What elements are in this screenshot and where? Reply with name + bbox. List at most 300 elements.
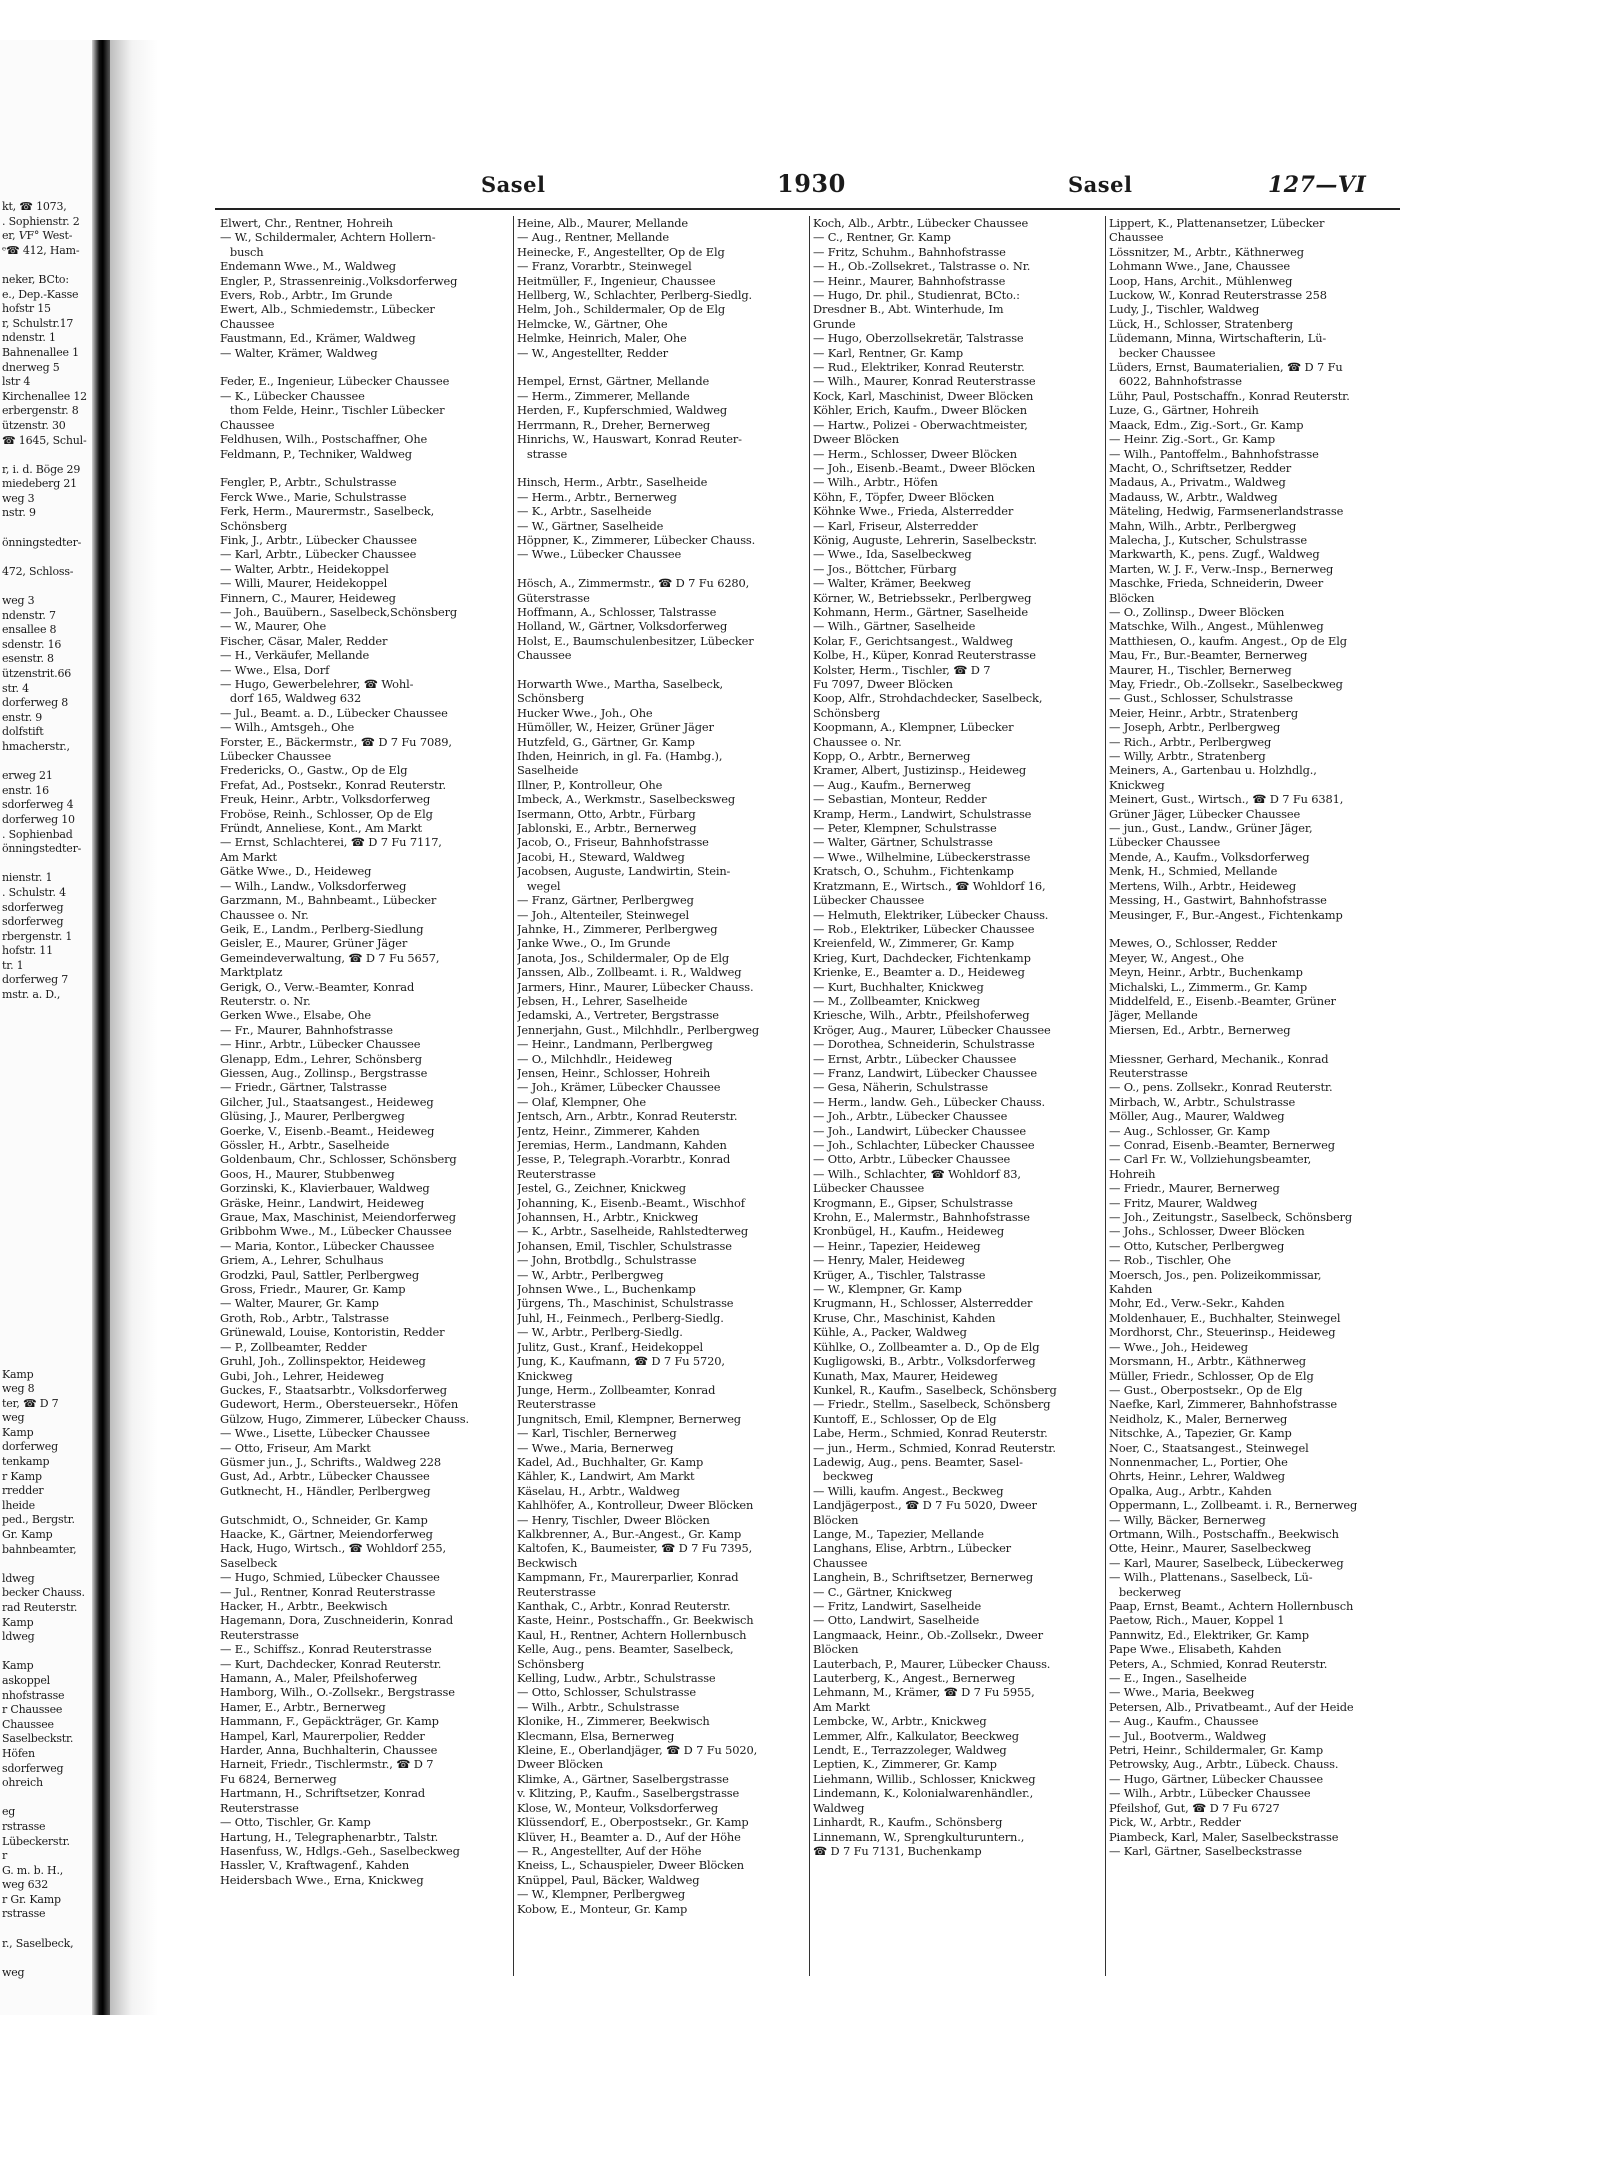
directory-entry-line: Neidholz, K., Maler, Bernerweg [1109, 1411, 1288, 1426]
directory-entry-line: Guckes, F., Staatsarbtr., Volksdorferweg [220, 1382, 447, 1397]
facing-page-line: dorferweg [2, 1440, 58, 1454]
header-rule [215, 208, 1400, 210]
directory-entry-line: Kratzmann, E., Wirtsch., ☎ Wohldorf 16, [813, 878, 1046, 893]
facing-page-line: weg 3 [2, 491, 35, 505]
directory-entry-line: — W., Maurer, Ohe [220, 619, 327, 634]
directory-entry-line: Schönsberg [517, 1656, 585, 1671]
directory-entry-line: Jensen, Heinr., Schlosser, Hohreih [517, 1065, 711, 1080]
directory-entry-line: — Willy, Arbtr., Stratenberg [1109, 749, 1266, 764]
directory-entry-line: Hagemann, Dora, Zuschneiderin, Konrad [220, 1613, 453, 1628]
directory-entry-line: Reuterstrasse [220, 1627, 299, 1642]
directory-entry-line [220, 1498, 510, 1512]
directory-entry-line: Luze, G., Gärtner, Hohreih [1109, 403, 1259, 418]
directory-entry-line: — Fritz, Schuhm., Bahnhofstrasse [813, 244, 1006, 259]
directory-entry-line: Macht, O., Schriftsetzer, Redder [1109, 460, 1292, 475]
directory-entry-line: Kramp, Herm., Landwirt, Schulstrasse [813, 806, 1032, 821]
facing-page-line: ützenstr. 30 [2, 418, 66, 432]
facing-page-line: önningstedter- [2, 535, 82, 549]
directory-entry-line: Maurer, H., Tischler, Bernerweg [1109, 662, 1292, 677]
directory-entry-line: Käselau, H., Arbtr., Waldweg [517, 1483, 680, 1498]
directory-entry-line: — Karl, Arbtr., Lübecker Chaussee [220, 547, 417, 562]
directory-entry-line: Dweer Blöcken [517, 1757, 603, 1772]
directory-entry-line [1109, 1037, 1399, 1051]
directory-entry-line: — Joh., Eisenb.-Beamt., Dweer Blöcken [813, 460, 1036, 475]
directory-entry-line: — Johs., Schlosser, Dweer Blöcken [1109, 1224, 1305, 1239]
directory-entry-line: Kratsch, O., Schuhm., Fichtenkamp [813, 864, 1014, 879]
facing-page-line: rstrasse [2, 1907, 46, 1921]
directory-entry-line: Glenapp, Edm., Lehrer, Schönsberg [220, 1051, 422, 1066]
directory-entry-line: Kelling, Ludw., Arbtr., Schulstrasse [517, 1671, 716, 1686]
directory-entry-line: — O., Milchhdlr., Heideweg [517, 1051, 673, 1066]
directory-entry-line: Kaste, Heinr., Postschaffn., Gr. Beekwisch [517, 1613, 754, 1628]
facing-page-line: Saselbeckstr. [2, 1732, 74, 1746]
directory-entry-line: — Helmuth, Elektriker, Lübecker Chauss. [813, 907, 1049, 922]
directory-entry-line: Holland, W., Gärtner, Volksdorferweg [517, 619, 728, 634]
directory-entry-line: — Henry, Tischler, Dweer Blöcken [517, 1512, 710, 1527]
directory-entry-line: Meyn, Heinr., Arbtr., Buchenkamp [1109, 965, 1303, 980]
facing-page-line: mstr. a. D., [2, 988, 61, 1002]
directory-entry-line: Saselbeck [220, 1555, 277, 1570]
directory-entry-line [220, 461, 510, 475]
directory-entry-line: Loop, Hans, Archit., Mühlenweg [1109, 273, 1293, 288]
directory-entry-line: Jestel, G., Zeichner, Knickweg [517, 1181, 686, 1196]
directory-entry-line: Lüders, Ernst, Baumaterialien, ☎ D 7 Fu [1109, 360, 1343, 375]
facing-page-line: ped., Bergstr. [2, 1513, 75, 1527]
directory-entry-line: Körner, W., Betriebssekr., Perlbergweg [813, 590, 1032, 605]
directory-entry-line: 6022, Bahnhofstrasse [1118, 374, 1242, 389]
directory-entry-line: Krohn, E., Malermstr., Bahnhofstrasse [813, 1210, 1030, 1225]
directory-entry-line: Schönsberg [813, 705, 881, 720]
directory-entry-line: Kaltofen, K., Baumeister, ☎ D 7 Fu 7395, [517, 1541, 753, 1556]
directory-entry-line: Pape Wwe., Elisabeth, Kahden [1109, 1642, 1282, 1657]
directory-entry-line: Feldmann, P., Techniker, Waldweg [220, 446, 412, 461]
directory-entry-line: Michalski, L., Zimmerm., Gr. Kamp [1109, 979, 1308, 994]
directory-entry-line: Morsmann, H., Arbtr., Käthnerweg [1109, 1354, 1306, 1369]
directory-entry-line: Grüner Jäger, Lübecker Chaussee [1109, 806, 1301, 821]
directory-entry-line: Frefat, Ad., Postsekr., Konrad Reuterstr. [220, 777, 447, 792]
directory-entry-line: Reuterstrasse [517, 1397, 596, 1412]
directory-entry-line: Fu 6824, Bernerweg [220, 1771, 337, 1786]
directory-entry-line: Kohmann, Herm., Gärtner, Saselheide [813, 604, 1029, 619]
directory-entry-line: beckweg [822, 1469, 874, 1484]
directory-entry-line: — Maria, Kontor., Lübecker Chaussee [220, 1238, 435, 1253]
directory-entry-line: — Jul., Beamt. a. D., Lübecker Chaussee [220, 705, 448, 720]
directory-entry-line: Dresdner B., Abt. Winterhude, Im [813, 302, 1004, 317]
facing-page-line: Bahnenallee 1 [2, 345, 79, 359]
directory-entry-line: — Wilh., Amtsgeh., Ohe [220, 720, 355, 735]
directory-entry-line: Goerke, V., Eisenb.-Beamt., Heideweg [220, 1123, 435, 1138]
directory-entry-line: — Peter, Klempner, Schulstrasse [813, 821, 997, 836]
directory-entry-line: Gubi, Joh., Lehrer, Heideweg [220, 1368, 384, 1383]
facing-page-line: ᵉ☎ 412, Ham- [2, 243, 80, 257]
directory-entry-line: Reuterstr. o. Nr. [220, 993, 311, 1008]
directory-entry-line: — Hugo, Dr. phil., Studienrat, BCto.: [813, 288, 1020, 303]
directory-entry-line: Hucker Wwe., Joh., Ohe [517, 705, 653, 720]
directory-entry-line: — Wwe., Lisette, Lübecker Chaussee [220, 1426, 430, 1441]
directory-entry-line: Reuterstrasse [1109, 1065, 1188, 1080]
directory-entry-line: Fischer, Cäsar, Maler, Redder [220, 633, 388, 648]
directory-entry-line: — Rob., Tischler, Ohe [1109, 1253, 1231, 1268]
directory-entry-line: — Kurt, Buchhalter, Knickweg [813, 979, 984, 994]
directory-entry-line: Geisler, E., Maurer, Grüner Jäger [220, 936, 408, 951]
directory-entry-line: Blöcken [1109, 590, 1155, 605]
facing-page-line: weg [2, 1411, 25, 1425]
directory-entry-line: — C., Gärtner, Knickweg [813, 1584, 953, 1599]
facing-page-line: weg 632 [2, 1878, 49, 1892]
directory-entry-line: Pick, W., Arbtr., Redder [1109, 1815, 1241, 1830]
directory-entry-line: Matthiesen, O., kaufm. Angest., Op de Elg [1109, 633, 1347, 648]
directory-entry-line: Lübecker Chaussee [1109, 835, 1221, 850]
directory-entry-line: — Conrad, Eisenb.-Beamter, Bernerweg [1109, 1138, 1335, 1152]
directory-entry-line: Hümöller, W., Heizer, Grüner Jäger [517, 720, 714, 735]
directory-entry-line: — Wwe., Maria, Bernerweg [517, 1440, 674, 1455]
directory-entry-line: Peters, A., Schmied, Konrad Reuterstr. [1109, 1656, 1328, 1671]
directory-entry-line: Kahden [1109, 1282, 1153, 1297]
facing-page-line: dorferweg 10 [2, 812, 75, 826]
directory-entry-line [517, 663, 807, 677]
directory-entry-line: — Hugo, Schmied, Lübecker Chaussee [220, 1570, 440, 1585]
facing-page-line: weg [2, 1965, 25, 1979]
directory-entry-line: — O., pens. Zollsekr., Konrad Reuterstr. [1109, 1080, 1333, 1095]
directory-entry-line: Linhardt, R., Kaufm., Schönsberg [813, 1815, 1003, 1830]
directory-entry-line: Hamann, A., Maler, Pfeilshoferweg [220, 1671, 418, 1686]
directory-entry-line: Möller, Aug., Maurer, Waldweg [1109, 1109, 1285, 1124]
directory-entry-line: Gerken Wwe., Elsabe, Ohe [220, 1008, 372, 1023]
column-divider [1105, 216, 1106, 1976]
column-divider [809, 216, 810, 1976]
directory-entry-line: Harneit, Friedr., Tischlermstr., ☎ D 7 [220, 1757, 434, 1772]
directory-entry-line: — H., Verkäufer, Mellande [220, 648, 370, 663]
directory-entry-line: Markwarth, K., pens. Zugf., Waldweg [1109, 547, 1320, 562]
directory-entry-line: Hassler, V., Kraftwagenf., Kahden [220, 1858, 410, 1873]
directory-entry-line: Juhl, H., Feinmech., Perlberg-Siedlg. [517, 1310, 724, 1325]
directory-entry-line: — Willi, Maurer, Heidekoppel [220, 576, 388, 591]
directory-entry-line: Helmke, Heinrich, Maler, Ohe [517, 331, 687, 346]
directory-entry-line: Jarmers, Hinr., Maurer, Lübecker Chauss. [517, 979, 754, 994]
header-year: 1930 [777, 169, 846, 198]
directory-entry-line: Blöcken [813, 1512, 859, 1527]
directory-entry-line: Nitschke, A., Tapezier, Gr. Kamp [1109, 1426, 1292, 1441]
directory-entry-line: — Dorothea, Schneiderin, Schulstrasse [813, 1037, 1035, 1052]
directory-entry-line: — Heinr., Maurer, Bahnhofstrasse [813, 273, 1006, 288]
facing-page-line: dorferweg 8 [2, 696, 69, 710]
directory-entry-line: — Aug., Kaufm., Bernerweg [813, 777, 971, 792]
directory-entry-line: Hohreih [1109, 1166, 1156, 1181]
directory-entry-line: — Joseph, Arbtr., Perlbergweg [1109, 720, 1281, 735]
facing-page-line: ndenstr. 1 [2, 331, 56, 345]
directory-entry-line: — R., Angestellter, Auf der Höhe [517, 1843, 702, 1858]
facing-page-line: ndenstr. 7 [2, 608, 56, 622]
directory-entry-line: Mertens, Wilh., Arbtr., Heideweg [1109, 878, 1297, 893]
directory-entry-line: — Gesa, Näherin, Schulstrasse [813, 1080, 988, 1095]
directory-entry-line: Kriesche, Wilh., Arbtr., Pfeilshoferweg [813, 1008, 1030, 1023]
directory-entry-line: Herrmann, R., Dreher, Bernerweg [517, 417, 711, 432]
directory-entry-line: Lange, M., Tapezier, Mellande [813, 1526, 984, 1541]
directory-entry-line: Jablonski, E., Arbtr., Bernerweg [517, 821, 697, 836]
directory-entry-line: Ewert, Alb., Schmiedemstr., Lübecker [220, 302, 435, 317]
directory-entry-line: — Wilh., Arbtr., Höfen [813, 475, 938, 490]
directory-entry-line: — Jul., Bootverm., Waldweg [1109, 1728, 1267, 1743]
directory-entry-line: — Aug., Kaufm., Chaussee [1109, 1714, 1259, 1729]
directory-entry-line: — Otto, Friseur, Am Markt [220, 1440, 371, 1455]
directory-entry-line: Kadel, Ad., Buchhalter, Gr. Kamp [517, 1454, 704, 1469]
facing-page-line: kt, ☎ 1073, [2, 200, 67, 213]
directory-entry-line: Chaussee [813, 1555, 868, 1570]
directory-entry-line: Hutzfeld, G., Gärtner, Gr. Kamp [517, 734, 695, 749]
facing-page-line: ☎ 1645, Schul- [2, 433, 87, 447]
directory-entry-line: Evers, Rob., Arbtr., Im Grunde [220, 288, 393, 303]
facing-page-line: tenkamp [2, 1455, 50, 1469]
directory-entry-line: Landjägerpost., ☎ D 7 Fu 5020, Dweer [813, 1498, 1037, 1513]
facing-page-line: ter, ☎ D 7 [2, 1396, 59, 1410]
directory-entry-line: Liehmann, Willib., Schlosser, Knickweg [813, 1771, 1036, 1786]
directory-entry-line: — Kurt, Dachdecker, Konrad Reuterstr. [220, 1656, 442, 1671]
directory-entry-line: — Karl, Friseur, Alsterredder [813, 518, 978, 533]
directory-entry-line: Imbeck, A., Werkmstr., Saselbecksweg [517, 792, 736, 807]
directory-entry-line: — Otto, Tischler, Gr. Kamp [220, 1815, 371, 1830]
directory-column-4 [1109, 216, 1401, 1976]
directory-entry-line: Chaussee [517, 648, 572, 663]
directory-entry-line: Pfeilshof, Gut, ☎ D 7 Fu 6727 [1109, 1800, 1280, 1815]
facing-page-line: . Sophienbad [2, 827, 73, 841]
directory-entry-line: Blöcken [813, 1642, 859, 1657]
directory-entry-line: Chaussee o. Nr. [220, 907, 309, 922]
directory-entry-line: — Herm., Zimmerer, Mellande [517, 388, 690, 403]
directory-entry-line: — Otto, Arbtr., Lübecker Chaussee [813, 1152, 1011, 1167]
directory-entry-line: König, Auguste, Lehrerin, Saselbeckstr. [813, 532, 1037, 547]
directory-entry-line: Matschke, Wilh., Angest., Mühlenweg [1109, 619, 1324, 634]
facing-page-line: dolfstift [2, 725, 44, 739]
directory-entry-line: Holst, E., Baumschulenbesitzer, Lübecker [517, 633, 754, 648]
book-gutter-shadow [92, 40, 110, 2015]
directory-entry-line: — Rob., Elektriker, Lübecker Chaussee [813, 921, 1035, 936]
facing-page-line: 472, Schloss- [2, 564, 74, 578]
facing-page-line: rad Reuterstr. [2, 1601, 78, 1614]
directory-entry-line: Lüdemann, Minna, Wirtschafterin, Lü- [1109, 331, 1327, 346]
directory-entry-line: thom Felde, Heinr., Tischler Lübecker [229, 403, 445, 418]
directory-entry-line: Linnemann, W., Sprengkulturuntern., [813, 1829, 1025, 1844]
directory-entry-line: Heitmüller, F., Ingenieur, Chaussee [517, 273, 716, 288]
directory-entry-line: Griem, A., Lehrer, Schulhaus [220, 1253, 384, 1268]
directory-entry-line: — Hugo, Oberzollsekretär, Talstrasse [813, 331, 1024, 346]
directory-entry-line: Hellberg, W., Schlachter, Perlberg-Siedlg. [517, 288, 752, 303]
directory-entry-line: Groth, Rob., Arbtr., Talstrasse [220, 1310, 389, 1325]
directory-entry-line: Gössler, H., Arbtr., Saselheide [220, 1138, 390, 1152]
directory-entry-line: Lippert, K., Plattenansetzer, Lübecker [1109, 216, 1325, 230]
directory-entry-line: Hamborg, Wilh., O.-Zollsekr., Bergstrasse [220, 1685, 455, 1700]
directory-entry-line: Luckow, W., Konrad Reuterstrasse 258 [1109, 288, 1327, 303]
directory-entry-line: Lindemann, K., Kolonialwarenhändler., [813, 1786, 1034, 1801]
directory-entry-line: Fu 7097, Dweer Blöcken [813, 677, 953, 691]
directory-entry-line: — Friedr., Maurer, Bernerweg [1109, 1181, 1280, 1196]
directory-entry-line: Jung, K., Kaufmann, ☎ D 7 Fu 5720, [517, 1354, 725, 1369]
directory-entry-line: — W., Arbtr., Perlbergweg [517, 1267, 664, 1282]
facing-page-line: lheide [2, 1498, 35, 1512]
directory-entry-line: — K., Arbtr., Saselheide, Rahlstedterweg [517, 1224, 749, 1239]
directory-entry-line: Kolbe, H., Küper, Konrad Reuterstrasse [813, 648, 1036, 663]
directory-entry-line: Lössnitzer, M., Arbtr., Käthnerweg [1109, 244, 1304, 259]
directory-entry-line: — Henry, Maler, Heideweg [813, 1253, 965, 1268]
directory-entry-line: beckerweg [1118, 1584, 1182, 1599]
directory-entry-line: Freuk, Heinr., Arbtr., Volksdorferweg [220, 792, 431, 807]
directory-entry-line: Hoffmann, A., Schlosser, Talstrasse [517, 604, 717, 619]
directory-entry-line: — Otto, Landwirt, Saselheide [813, 1613, 980, 1628]
facing-page-line: tr. 1 [2, 958, 24, 972]
directory-column-1 [220, 216, 512, 1976]
directory-entry-line: Jeremias, Herm., Landmann, Kahden [517, 1138, 727, 1152]
directory-entry-line: — W., Gärtner, Saselheide [517, 518, 664, 533]
directory-entry-line: Meiners, A., Gartenbau u. Holzhdlg., [1109, 763, 1317, 778]
facing-page-line: Kirchenallee 12 [2, 389, 87, 403]
header-place-right: Sasel [1068, 172, 1133, 197]
directory-entry-line: — Fr., Maurer, Bahnhofstrasse [220, 1022, 393, 1037]
directory-entry-line: Mewes, O., Schlosser, Redder [1109, 936, 1277, 951]
directory-entry-line: — Gust., Oberpostsekr., Op de Elg [1109, 1382, 1303, 1397]
directory-entry-line: Am Markt [220, 849, 277, 864]
directory-entry-line: — W., Klempner, Perlbergweg [517, 1887, 686, 1902]
directory-entry-line: Miessner, Gerhard, Mechanik., Konrad [1109, 1051, 1329, 1066]
facing-page-line: önningstedter- [2, 842, 82, 856]
facing-page-line: hofstr 15 [2, 302, 51, 316]
facing-page-line: miedeberg 21 [2, 477, 77, 491]
facing-page-line: e., Dep.-Kasse [2, 287, 79, 301]
directory-entry-line: Chaussee [1109, 230, 1164, 245]
directory-entry-line: v. Klitzing, P., Kaufm., Saselbergstrasse [517, 1786, 740, 1801]
directory-entry-line: Gülzow, Hugo, Zimmerer, Lübecker Chauss. [220, 1411, 469, 1426]
directory-entry-line: Maack, Edm., Zig.-Sort., Gr. Kamp [1109, 417, 1304, 432]
directory-entry-line: Reuterstrasse [220, 1800, 299, 1815]
facing-page-line: lstr 4 [2, 375, 31, 389]
directory-entry-line: Junge, Herm., Zollbeamter, Konrad [517, 1382, 716, 1397]
facing-page-line: str. 4 [2, 681, 29, 695]
facing-page-line: askoppel [2, 1673, 51, 1687]
directory-entry-line: Marktplatz [220, 965, 283, 980]
facing-page-line: G. m. b. H., [2, 1863, 64, 1877]
directory-entry-line: Chaussee o. Nr. [813, 734, 902, 749]
directory-entry-line: Höppner, K., Zimmerer, Lübecker Chauss. [517, 532, 756, 547]
facing-page-line: rstrasse [2, 1819, 46, 1833]
directory-entry-line: — jun., Gust., Landw., Grüner Jäger, [1109, 821, 1313, 836]
directory-entry-line: — Karl, Tischler, Bernerweg [517, 1426, 677, 1441]
directory-entry-line: Klimke, A., Gärtner, Saselbergstrasse [517, 1771, 729, 1786]
directory-entry-line: Langmaack, Heinr., Ob.-Zollsekr., Dweer [813, 1627, 1043, 1642]
directory-entry-line: — Ernst, Schlachterei, ☎ D 7 Fu 7117, [220, 835, 442, 850]
directory-entry-line: Lübecker Chaussee [813, 1181, 925, 1196]
directory-entry-line: Jebsen, H., Lehrer, Saselheide [517, 993, 688, 1008]
facing-page-line: Höfen [2, 1746, 35, 1760]
directory-entry-line: Glüsing, J., Maurer, Perlbergweg [220, 1109, 405, 1124]
directory-entry-line: Piambeck, Karl, Maler, Saselbeckstrasse [1109, 1829, 1339, 1844]
directory-entry-line: Gräske, Heinr., Landwirt, Heideweg [220, 1195, 425, 1210]
directory-entry-line: — Aug., Schlosser, Gr. Kamp [1109, 1123, 1270, 1138]
directory-entry-line: Meusinger, F., Bur.-Angest., Fichtenkamp [1109, 907, 1343, 922]
directory-entry-line: — Willi, kaufm. Angest., Beckweg [813, 1483, 1004, 1498]
directory-entry-line: Kneiss, L., Schauspieler, Dweer Blöcken [517, 1858, 745, 1873]
directory-entry-line: Opalka, Aug., Arbtr., Kahden [1109, 1483, 1272, 1498]
directory-entry-line: — Heinr., Landmann, Perlbergweg [517, 1037, 713, 1052]
directory-entry-line: — Herm., Schlosser, Dweer Blöcken [813, 446, 1017, 461]
directory-entry-line: Messing, H., Gastwirt, Bahnhofstrasse [1109, 893, 1327, 908]
facing-page-line: r Gr. Kamp [2, 1892, 61, 1906]
directory-entry-line: Lendt, E., Terrazzoleger, Waldweg [813, 1743, 1007, 1758]
directory-entry-line: Lohmann Wwe., Jane, Chaussee [1109, 259, 1291, 274]
directory-entry-line: — Rud., Elektriker, Konrad Reuterstr. [813, 360, 1025, 375]
directory-entry-line: Jentsch, Arn., Arbtr., Konrad Reuterstr. [517, 1109, 738, 1124]
directory-entry-line: Kaul, H., Rentner, Achtern Hollernbusch [517, 1627, 747, 1642]
directory-entry-line: — Joh., Bauübern., Saselbeck,Schönsberg [220, 604, 458, 619]
facing-page-line: sdorferweg [2, 915, 64, 929]
directory-entry-line: Kopp, O., Arbtr., Bernerweg [813, 749, 971, 764]
directory-entry-line: Hinrichs, W., Hauswart, Konrad Reuter- [517, 432, 742, 447]
directory-entry-line: Helm, Joh., Schildermaler, Op de Elg [517, 302, 726, 317]
directory-column-2 [517, 216, 809, 1976]
directory-entry-line: Güsmer jun., J., Schrifts., Waldweg 228 [220, 1454, 441, 1469]
directory-entry-line: Goldenbaum, Chr., Schlosser, Schönsberg [220, 1152, 457, 1167]
facing-page-line: r [2, 1849, 8, 1863]
directory-entry-line: Julitz, Gust., Kranf., Heidekoppel [517, 1339, 703, 1354]
directory-entry-line [517, 360, 807, 374]
directory-entry-line: Lehmann, M., Krämer, ☎ D 7 Fu 5955, [813, 1685, 1035, 1700]
facing-page-line: Kamp [2, 1425, 34, 1439]
directory-entry-line: — Joh., Arbtr., Lübecker Chaussee [813, 1109, 1008, 1124]
directory-entry-line: Hasenfuss, W., Hdlgs.-Geh., Saselbeckweg [220, 1843, 460, 1858]
directory-entry-line: Kruse, Chr., Maschinist, Kahden [813, 1310, 996, 1325]
directory-entry-line: Reuterstrasse [517, 1166, 596, 1181]
directory-entry-line: — Otto, Kutscher, Perlbergweg [1109, 1238, 1285, 1253]
directory-entry-line: Meier, Heinr., Arbtr., Stratenberg [1109, 705, 1298, 720]
directory-entry-line: Petri, Heinr., Schildermaler, Gr. Kamp [1109, 1743, 1324, 1758]
directory-entry-line: — O., Zollinsp., Dweer Blöcken [1109, 604, 1285, 619]
directory-entry-line: Froböse, Reinh., Schlosser, Op de Elg [220, 806, 433, 821]
directory-entry-line: — Herm., landw. Geh., Lübecker Chauss. [813, 1094, 1045, 1109]
directory-entry-line: Noer, C., Staatsangest., Steinwegel [1109, 1440, 1309, 1455]
directory-entry-line: Hammann, F., Gepäckträger, Gr. Kamp [220, 1714, 439, 1729]
directory-entry-line: Moldenhauer, E., Buchhalter, Steinwegel [1109, 1310, 1341, 1325]
facing-page-line: r Kamp [2, 1469, 42, 1483]
directory-entry-line: Knickweg [1109, 777, 1165, 792]
directory-entry-line: — Hinr., Arbtr., Lübecker Chaussee [220, 1037, 421, 1052]
directory-entry-line: Köhler, Erich, Kaufm., Dweer Blöcken [813, 403, 1027, 418]
header-place-left: Sasel [481, 172, 546, 197]
directory-entry-line: Petersen, Alb., Privatbeamt., Auf der Heide [1109, 1699, 1354, 1714]
directory-entry-line: — Fritz, Landwirt, Saselheide [813, 1599, 982, 1613]
directory-entry-line: — Sebastian, Monteur, Redder [813, 792, 987, 807]
facing-page-line: ützenstrit.66 [2, 667, 72, 680]
facing-page-line: dorferweg 7 [2, 973, 69, 987]
directory-entry-line: — Joh., Krämer, Lübecker Chaussee [517, 1080, 721, 1095]
directory-entry-line: Gemeindeverwaltung, ☎ D 7 Fu 5657, [220, 950, 440, 965]
directory-entry-line: Koch, Alb., Arbtr., Lübecker Chaussee [813, 216, 1029, 230]
directory-entry-line: — Joh., Schlachter, Lübecker Chaussee [813, 1138, 1035, 1152]
facing-page-line: sdorferweg [2, 1761, 64, 1775]
directory-entry-line: — Wwe., Ida, Saselbeckweg [813, 547, 972, 562]
directory-entry-line: — John, Brotbdlg., Schulstrasse [517, 1253, 697, 1268]
directory-entry-line: — Friedr., Gärtner, Talstrasse [220, 1080, 387, 1095]
directory-entry-line: Kunath, Max, Maurer, Heideweg [813, 1368, 998, 1383]
directory-entry-line: Grodzki, Paul, Sattler, Perlbergweg [220, 1267, 420, 1282]
directory-entry-line: — Karl, Maurer, Saselbeck, Lübeckerweg [1109, 1555, 1344, 1570]
directory-entry-line: Kugligowski, B., Arbtr., Volksdorferweg [813, 1354, 1036, 1369]
directory-entry-line: — C., Rentner, Gr. Kamp [813, 230, 951, 245]
directory-entry-line: Klüver, H., Beamter a. D., Auf der Höhe [517, 1829, 741, 1844]
directory-entry-line: — Hartw., Polizei - Oberwachtmeister, [813, 417, 1028, 432]
directory-entry-line: — Otto, Schlosser, Schulstrasse [517, 1685, 696, 1700]
directory-entry-line: wegel [526, 878, 561, 893]
directory-entry-line: — Wwe., Lübecker Chaussee [517, 547, 682, 562]
facing-page-line: Chaussee [2, 1717, 54, 1731]
directory-entry-line: strasse [526, 446, 568, 461]
directory-entry-line: — W., Arbtr., Perlberg-Siedlg. [517, 1325, 683, 1340]
